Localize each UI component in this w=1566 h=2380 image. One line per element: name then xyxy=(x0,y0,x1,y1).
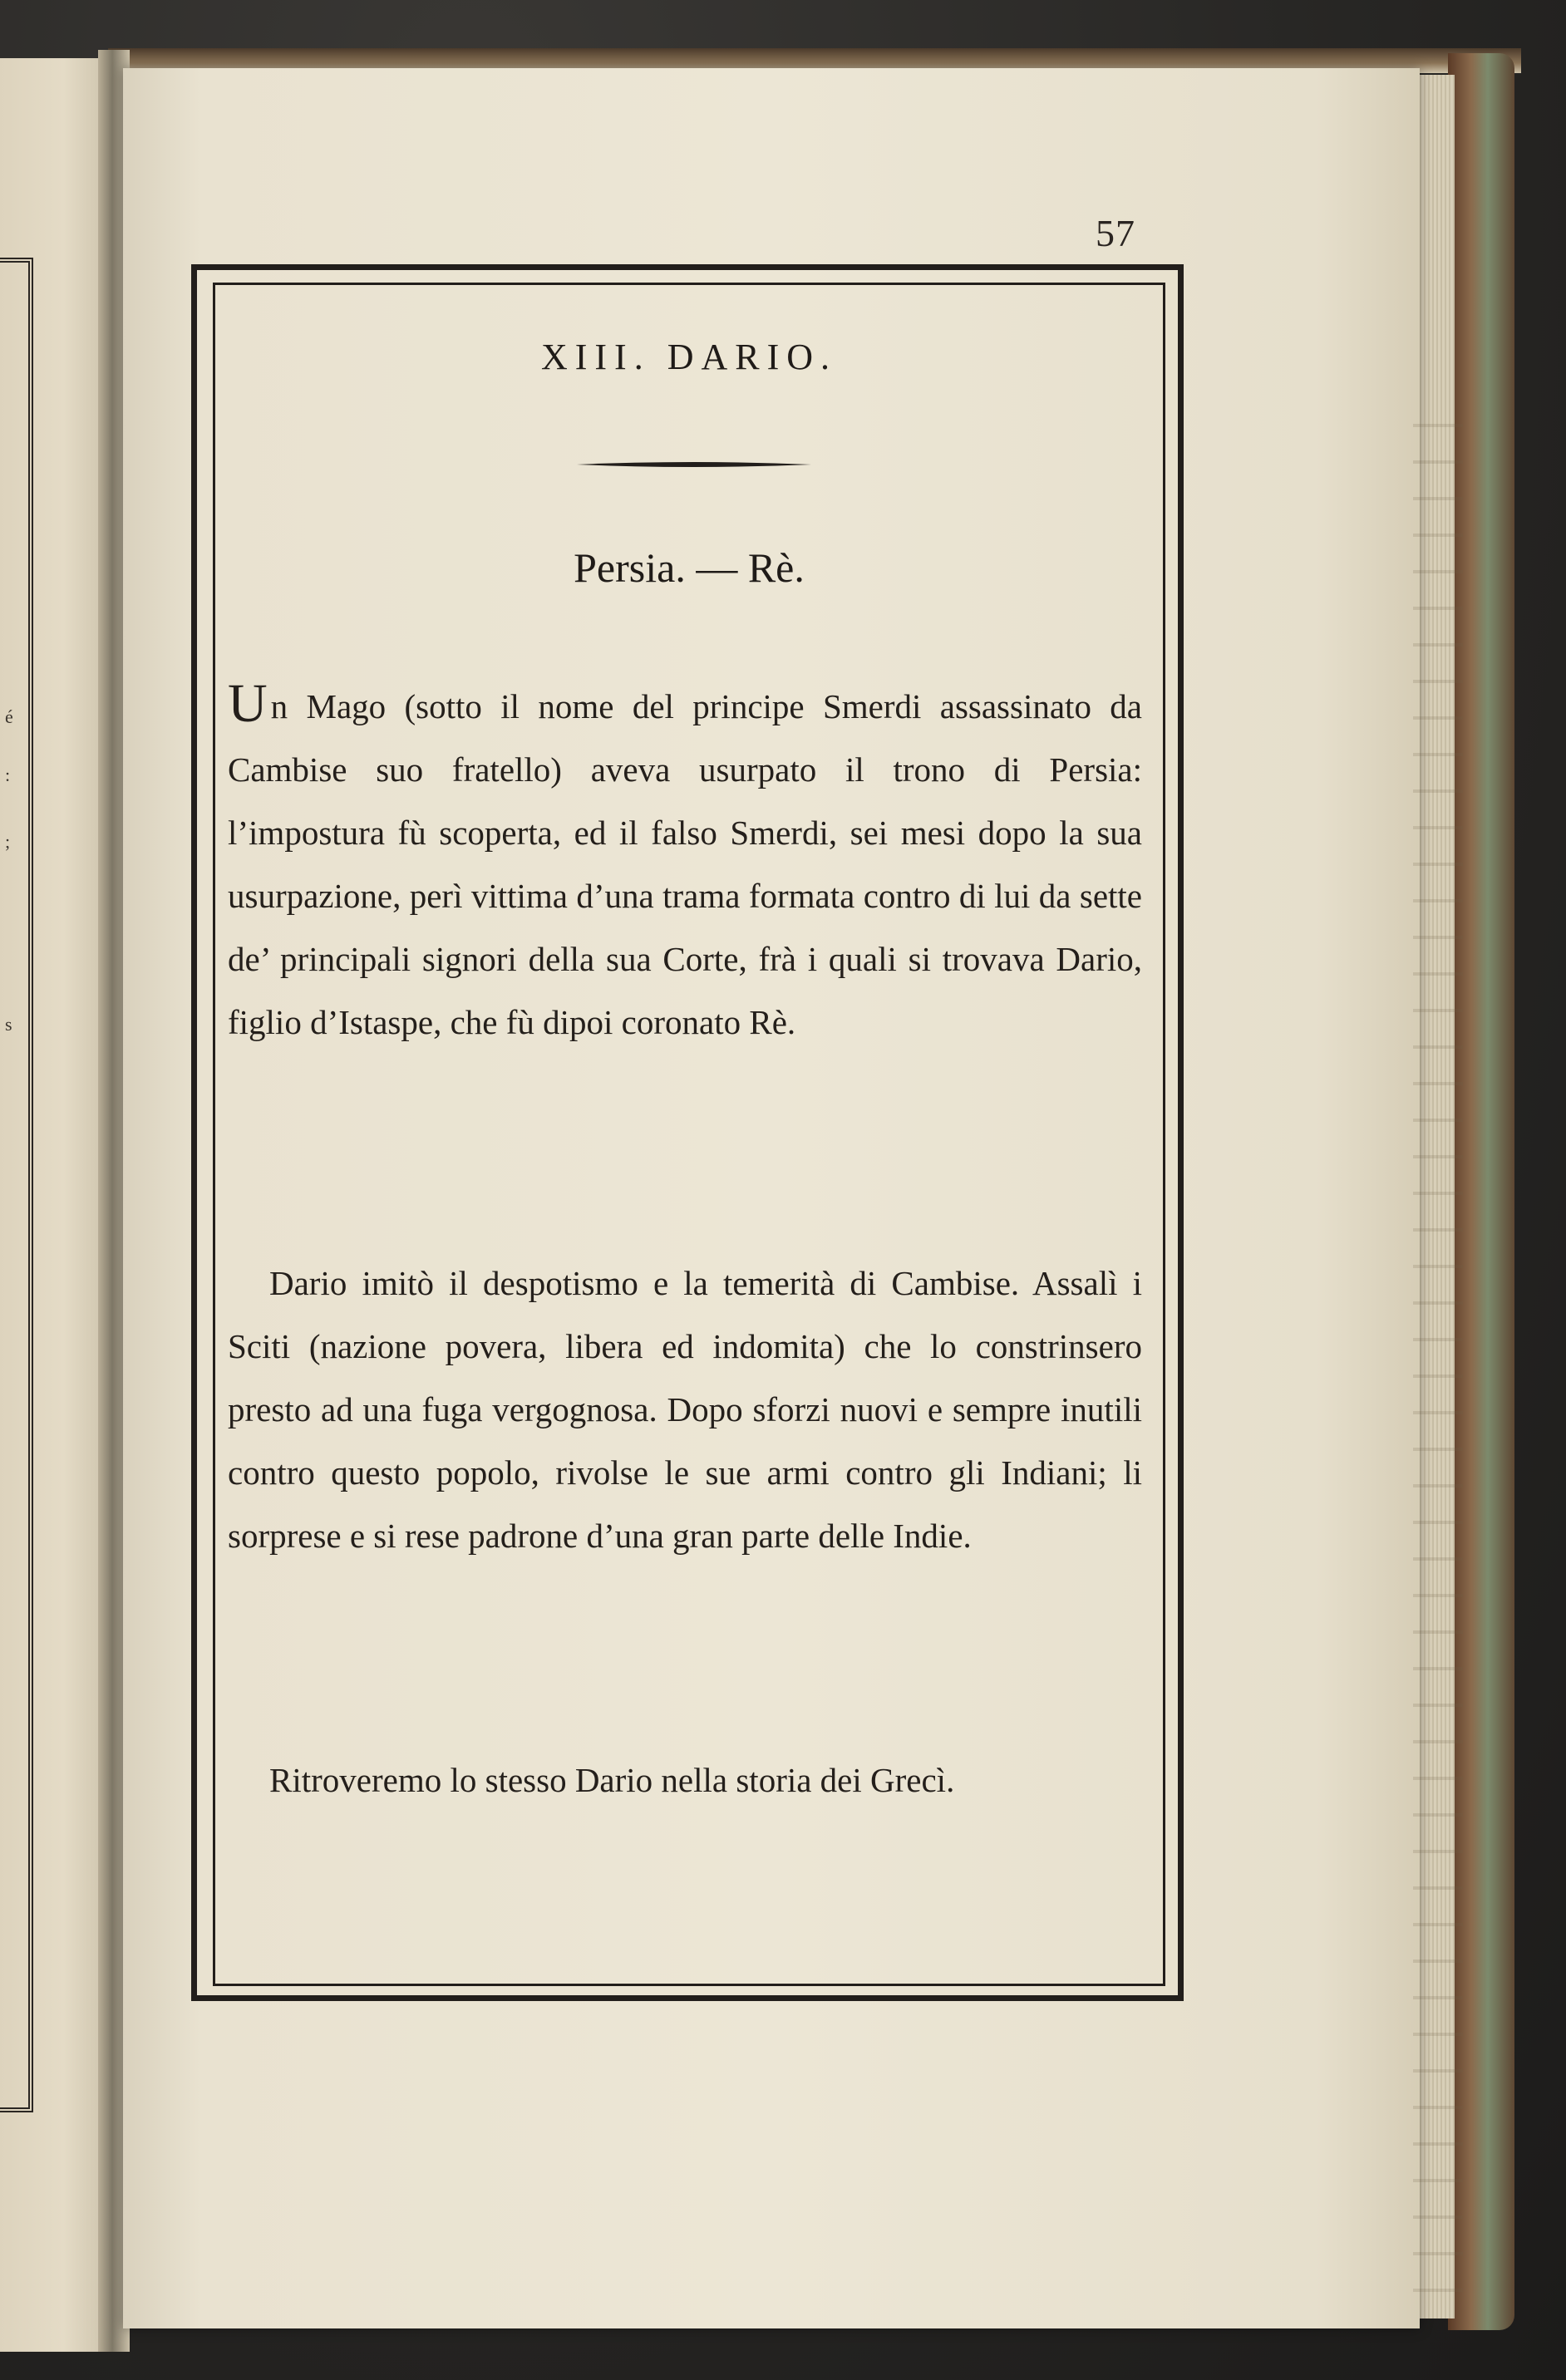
chapter-title: XIII. DARIO. xyxy=(540,337,838,377)
paragraph-3: Ritroveremo lo stesso Dario nella storia dei Grecì. xyxy=(269,1761,955,1799)
title-rule-ornament xyxy=(577,460,811,469)
left-page-mark: : xyxy=(5,765,11,785)
drop-cap: U xyxy=(228,673,268,734)
left-page-mark: s xyxy=(5,1014,12,1035)
left-page-mark: ; xyxy=(5,831,11,852)
chapter-subtitle: Persia. — Rè. xyxy=(574,544,805,591)
page-edge-wear xyxy=(1413,391,1463,2302)
left-page xyxy=(0,58,106,2352)
paragraph-1 xyxy=(228,675,1142,1054)
paragraph-2: Dario imitò il despotismo e la temerità di Cambise. Assalì i Sciti (nazione povera, libera ed indomita) che lo constrinsero presto ad una fuga vergognosa. Dopo sforzi nuovi e sempre inutili contro questo popolo, rivolse le sue armi contro gli Indiani; li sorprese e si rese padrone d’una gran parte delle Indie. xyxy=(228,1264,1142,1555)
paragraph-1-text: n Mago (sotto il nome del principe Smerdi assassinato da Cambise suo fratello) aveva usurpato il trono di Persia: l’impostura fù scoperta, ed il falso Smerdi, sei mesi dopo la sua usurpazione, perì vittima d’una trama formata contro di lui da sette de’ principali signori della sua Corte, frà i quali si trovava Dario, figlio d’Istaspe, che fù dipoi coronato Rè. xyxy=(228,687,1142,1041)
text-frame-inner xyxy=(213,283,1165,1986)
left-page-mark: é xyxy=(5,706,13,727)
page-number: 57 xyxy=(1096,212,1135,254)
left-page-border xyxy=(0,258,33,2112)
